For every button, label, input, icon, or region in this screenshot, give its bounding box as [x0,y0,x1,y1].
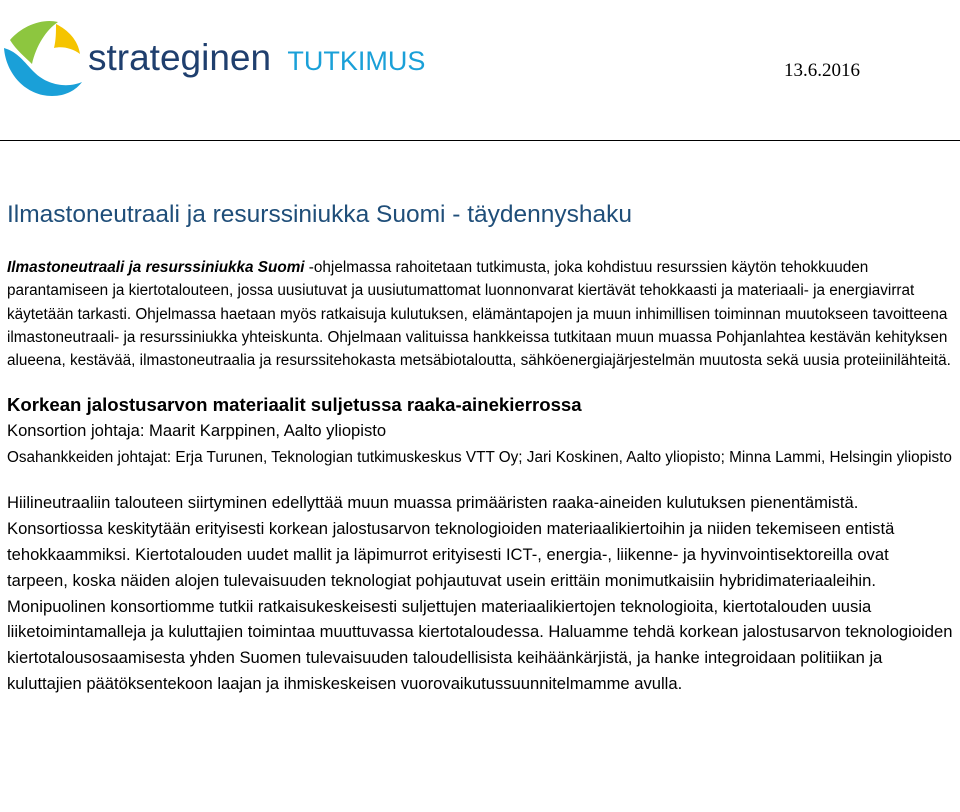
project-section [7,392,953,696]
subproject-leaders: Osahankkeiden johtajat: Erja Turunen, Teknologian tutkimuskeskus VTT Oy; Jari Koskinen, Aalto yliopisto; Minna Lammi, Helsingin yliopisto [7,449,952,467]
program-name: Ilmastoneutraali ja resurssiniukka Suomi [7,259,305,276]
consortium-leader: Konsortion johtaja: Maarit Karppinen, Aalto yliopisto [7,421,387,441]
logo-yellow-swoosh [54,24,80,54]
intro-text: -ohjelmassa rahoitetaan tutkimusta, joka kohdistuu resurssien käytön tehokkuuden parantamiseen ja kiertotalouteen, jossa uusiutuvat ja uusiutumattomat luonnonvarat kiertävät tehokkaasti ja materiaali- ja energiavirrat käytetään tarkasti. Ohjelmassa haetaan myös ratkaisuja kulutuksen, elämäntapojen ja muun inhimillisen toiminnan muutokseen tavoitteena ilmastoneutraali- ja resurssiniukka yhteiskunta. Ohjelmaan valituissa hankkeissa tutkitaan muun muassa Pohjanlahtea kestävän kehityksen alueena, kestävää, ilmastoneutraalia ja resurssitehokasta metsäbiotaloutta, sähköenergiajärjestelmän muutosta sekä uusia proteiinilähteitä. [7,259,951,370]
project-description: Hiilineutraaliin talouteen siirtyminen edellyttää muun muassa primääristen raaka-aineiden kulutuksen pienentämistä. Konsortiossa keskitytään erityisesti korkean jalostusarvon teknologioiden materiaalikiertoihin ja niiden tekemiseen entistä tehokkaammiksi. Kiertotalouden uudet mallit ja läpimurrot erityisesti ICT-, energia-, liikenne- ja hyvinvointisektoreilla ovat tarpeen, koska näiden alojen tulevaisuuden teknologiat pohjautuvat usein erittäin monimutkaisiin hybridimateriaaleihin. Monipuolinen konsortiomme tutkii ratkaisukeskeisesti suljettujen materiaalikiertojen teknologioita, kiertotalouden uusia liiketoimintamalleja ja kuluttajien toimintaa muuttuvassa kiertotaloudessa. Haluamme tehdä korkean jalostusarvon teknologioiden kiertotalousosaamisesta yhden Suomen tulevaisuuden taloudellisista keihäänkärjistä, ja hanke integroidaan politiikan ja kuluttajien päätöksentekoon laajan ja ihmiskeskeisen vuorovaikutussuunnitelmamme avulla. [7,493,953,694]
document-date: 13.6.2016 [784,60,860,81]
intro-paragraph [7,256,953,372]
header-divider [0,140,960,141]
logo-graphic [0,0,426,100]
document-body [7,198,953,697]
logo-word-strateginen: strateginen [88,37,272,78]
strateginen-tutkimus-logo [0,0,426,100]
page-title: Ilmastoneutraali ja resurssiniukka Suomi - täydennyshaku [7,201,633,228]
logo-blue-swoosh [4,48,82,96]
logo-wordmark [88,37,425,78]
project-heading: Korkean jalostusarvon materiaalit suljetussa raaka-ainekierrossa [7,394,582,416]
logo-word-tutkimus: TUTKIMUS [287,46,426,76]
